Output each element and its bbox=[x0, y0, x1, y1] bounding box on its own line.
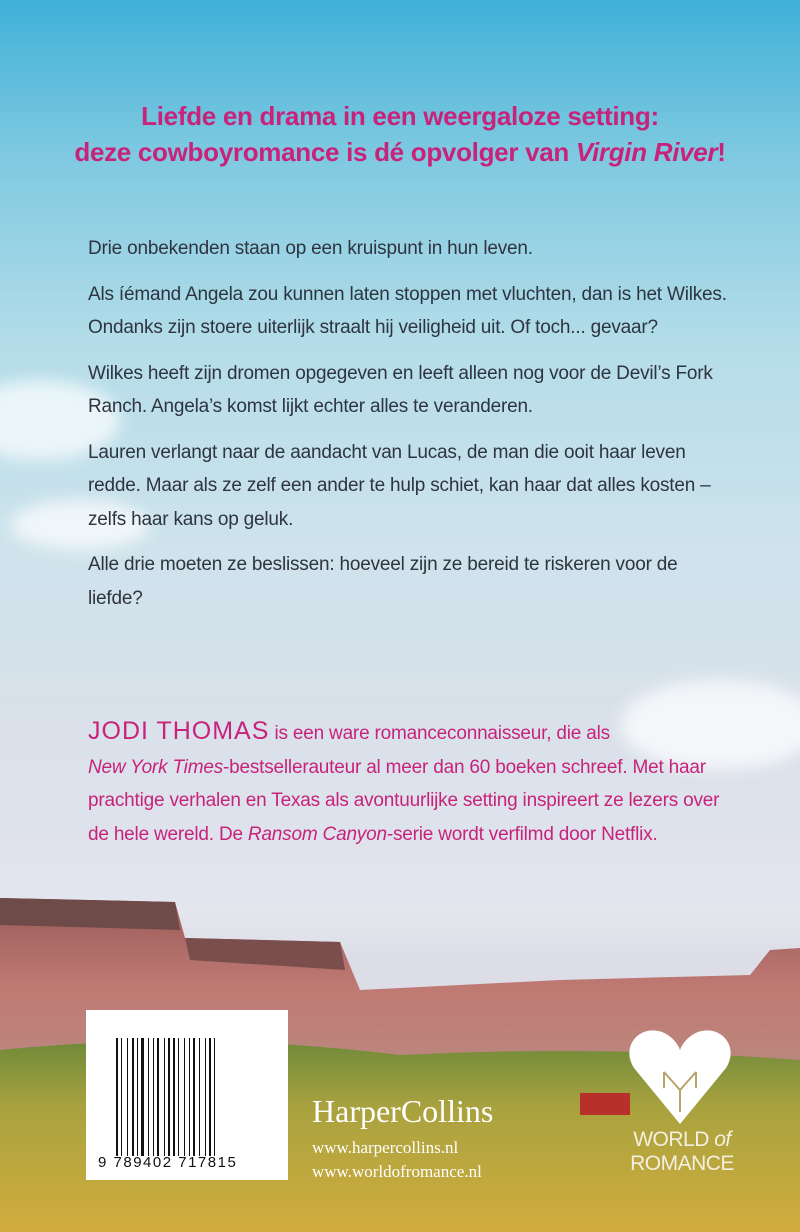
barcode-bar bbox=[137, 1038, 138, 1156]
barcode-bar bbox=[119, 1038, 120, 1156]
barcode-bar bbox=[214, 1038, 215, 1156]
barcode-bar bbox=[132, 1038, 134, 1156]
isbn-number: 9 789402 717815 bbox=[98, 1154, 238, 1171]
blurb-paragraph: Drie onbekenden staan op een kruispunt in hun leven. bbox=[88, 238, 533, 259]
headline bbox=[0, 98, 800, 170]
barcode-bar bbox=[123, 1038, 126, 1156]
barcode-bar bbox=[116, 1038, 118, 1156]
barcode-bar bbox=[153, 1038, 154, 1156]
barcode bbox=[86, 1010, 288, 1180]
barcode-bar bbox=[178, 1038, 179, 1156]
bio-text: -bestsellerauteur al meer dan 60 boeken schreef. Met haar prachtige verhalen en Texas als avontuurlijke setting inspireert ze lezers over de hele wereld. De bbox=[88, 756, 720, 845]
imprint-text: of bbox=[714, 1128, 731, 1151]
author-bio bbox=[88, 715, 738, 851]
publisher-logo: HarperCollins bbox=[312, 1093, 494, 1129]
imprint-text: WORLD bbox=[633, 1128, 715, 1151]
barcode-bar bbox=[166, 1038, 167, 1156]
bio-italic: Ransom Canyon bbox=[247, 823, 387, 845]
barcode-bar bbox=[148, 1038, 149, 1156]
headline-text: ! bbox=[717, 137, 726, 167]
barcode-bar bbox=[176, 1038, 177, 1156]
imprint-text: ROMANCE bbox=[630, 1152, 734, 1175]
barcode-bars bbox=[116, 1038, 278, 1156]
barcode-bar bbox=[150, 1038, 152, 1156]
headline-italic-title: Virgin River bbox=[575, 137, 718, 167]
headline-line-2 bbox=[0, 134, 800, 170]
barcode-bar bbox=[155, 1038, 156, 1156]
headline-line-1: Liefde en drama in een weergaloze setting: bbox=[141, 101, 659, 131]
barcode-bar bbox=[216, 1038, 218, 1156]
barcode-bar bbox=[171, 1038, 172, 1156]
barcode-bar bbox=[196, 1038, 198, 1156]
barcode-bar bbox=[189, 1038, 190, 1156]
barcode-bar bbox=[129, 1038, 131, 1156]
barcode-bar bbox=[199, 1038, 200, 1156]
barcode-bar bbox=[139, 1038, 140, 1156]
barcode-bar bbox=[141, 1038, 144, 1156]
barcode-bar bbox=[209, 1038, 211, 1156]
imprint-logo bbox=[612, 1128, 752, 1176]
blurb bbox=[88, 232, 728, 627]
blurb-paragraph: Als íémand Angela zou kunnen laten stoppen met vluchten, dan is het Wilkes. Ondanks zijn stoere uiterlijk straalt hij veiligheid uit. Of toch... gevaar? bbox=[88, 283, 727, 338]
barcode-bar bbox=[184, 1038, 185, 1156]
heart-logo-icon bbox=[628, 1028, 732, 1126]
author-name: JODI THOMAS bbox=[88, 717, 270, 745]
barcode-bar bbox=[212, 1038, 213, 1156]
barcode-bar bbox=[160, 1038, 163, 1156]
barcode-bar bbox=[186, 1038, 188, 1156]
barcode-bar bbox=[205, 1038, 206, 1156]
bio-text: is een ware romanceconnaisseur, die als bbox=[269, 723, 610, 744]
barcode-bar bbox=[164, 1038, 165, 1156]
barcode-bar bbox=[173, 1038, 175, 1156]
barcode-bar bbox=[121, 1038, 122, 1156]
barcode-bar bbox=[207, 1038, 208, 1156]
blurb-paragraph: Lauren verlangt naar de aandacht van Lucas, de man die ooit haar leven redde. Maar als ze zelf een ander te hulp schiet, kan haar dat alles kosten – zelfs haar kans op geluk. bbox=[88, 441, 711, 530]
headline-text: deze cowboyromance is dé opvolger van bbox=[74, 137, 576, 167]
barcode-bar bbox=[193, 1038, 195, 1156]
bio-italic: New York Times bbox=[88, 756, 223, 778]
bio-text: -serie wordt verfilmd door Netflix. bbox=[386, 823, 658, 845]
barcode-bar bbox=[191, 1038, 192, 1156]
barcode-bar bbox=[201, 1038, 204, 1156]
barcode-bar bbox=[145, 1038, 147, 1156]
barcode-bar bbox=[180, 1038, 183, 1156]
barcode-bar bbox=[168, 1038, 170, 1156]
imprint-url[interactable]: www.worldofromance.nl bbox=[312, 1162, 482, 1181]
blurb-paragraph: Alle drie moeten ze beslissen: hoeveel zijn ze bereid te riskeren voor de liefde? bbox=[88, 554, 678, 609]
barcode-bar bbox=[157, 1038, 159, 1156]
barcode-bar bbox=[127, 1038, 128, 1156]
publisher-url[interactable]: www.harpercollins.nl bbox=[312, 1138, 459, 1157]
barcode-bar bbox=[135, 1038, 136, 1156]
blurb-paragraph: Wilkes heeft zijn dromen opgegeven en leeft alleen nog voor de Devil’s Fork Ranch. Angela’s komst lijkt echter alles te veranderen. bbox=[88, 362, 713, 417]
